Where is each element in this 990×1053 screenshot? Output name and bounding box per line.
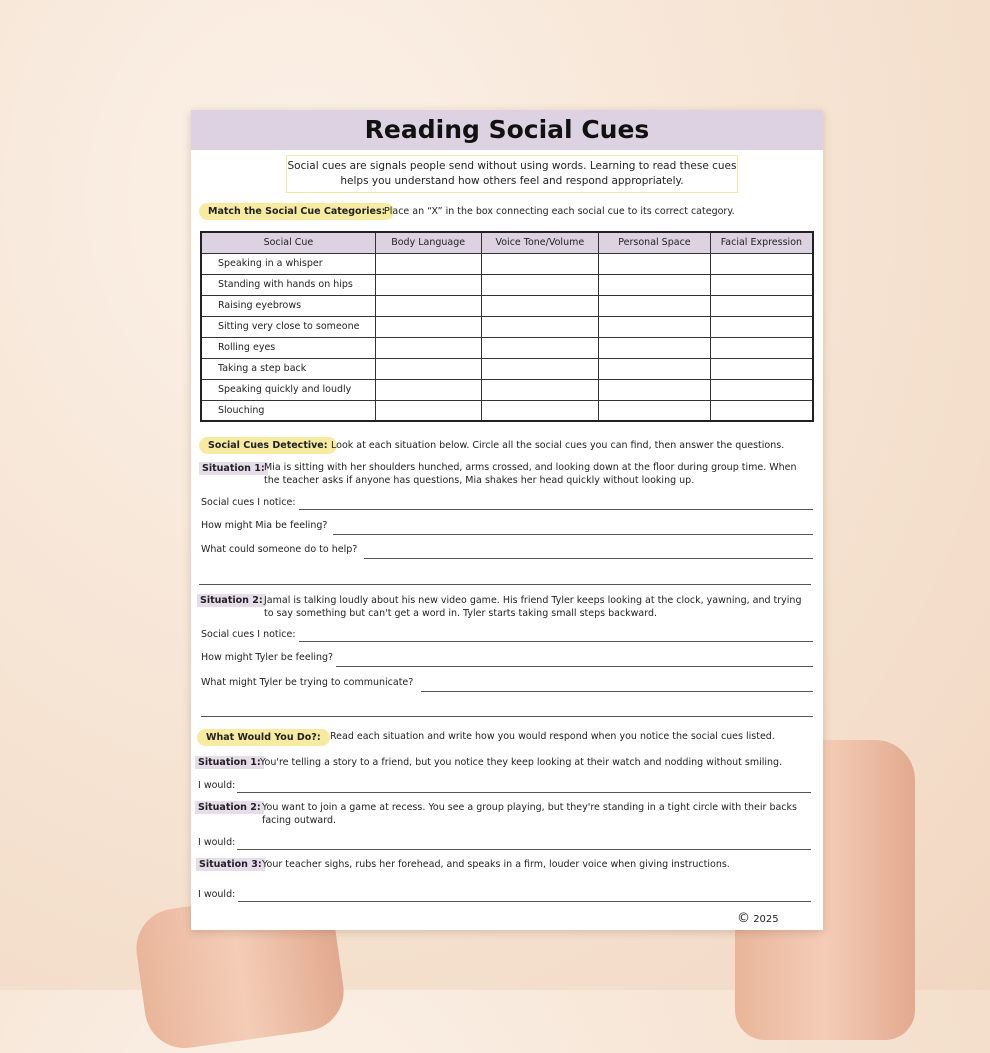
header-cell: Social Cue — [201, 232, 375, 253]
answer-box[interactable] — [599, 253, 711, 274]
wwyd-instruction: Read each situation and write how you would respond when you notice the social cues listed. — [330, 731, 775, 742]
question-label: What could someone do to help? — [201, 544, 358, 555]
table-row — [201, 358, 813, 379]
answer-box[interactable] — [481, 253, 599, 274]
answer-box[interactable] — [710, 337, 813, 358]
header-cell: Voice Tone/Volume — [481, 232, 599, 253]
match-instruction: Place an “X” in the box connecting each social cue to its correct category. — [384, 206, 735, 217]
situation-label: Situation 1: — [199, 462, 268, 475]
table-row — [201, 400, 813, 421]
social-cue-cell: Rolling eyes — [201, 337, 375, 358]
question-label: What might Tyler be trying to communicate? — [201, 677, 414, 688]
answer-box[interactable] — [375, 316, 481, 337]
answer-line[interactable] — [199, 584, 811, 585]
answer-box[interactable] — [481, 358, 599, 379]
situation-label: Situation 3: — [196, 858, 265, 871]
header-cell: Body Language — [375, 232, 481, 253]
wwyd-section-label: What Would You Do?: — [197, 729, 330, 746]
answer-box[interactable] — [375, 400, 481, 421]
table-row — [201, 253, 813, 274]
table-row — [201, 295, 813, 316]
situation-text: Mia is sitting with her shoulders hunched, arms crossed, and looking down at the floor during group time. When the teacher asks if anyone has questions, Mia shakes her head quickly without looking up. — [264, 462, 797, 486]
answer-box[interactable] — [375, 253, 481, 274]
match-section-label: Match the Social Cue Categories: — [199, 203, 394, 220]
answer-line[interactable] — [201, 716, 813, 717]
copyright — [737, 911, 779, 926]
situation-text: You want to join a game at recess. You see a group playing, but they're standing in a tight circle with their backs facing outward. — [262, 802, 797, 826]
answer-box[interactable] — [599, 379, 711, 400]
question-label: Social cues I notice: — [201, 497, 296, 508]
social-cue-cell: Sitting very close to someone — [201, 316, 375, 337]
question-label: How might Tyler be feeling? — [201, 652, 334, 663]
social-cue-cell: Taking a step back — [201, 358, 375, 379]
answer-line[interactable] — [299, 509, 813, 510]
situation-text: Your teacher sighs, rubs her forehead, and speaks in a firm, louder voice when giving instructions. — [262, 859, 730, 870]
answer-line[interactable] — [237, 849, 811, 850]
copyright-year: 2025 — [753, 914, 779, 925]
answer-box[interactable] — [710, 379, 813, 400]
answer-box[interactable] — [481, 295, 599, 316]
answer-box[interactable] — [375, 358, 481, 379]
table-row — [201, 379, 813, 400]
situation-label: Situation 2: — [197, 594, 266, 607]
match-table — [200, 231, 814, 422]
answer-line[interactable] — [364, 558, 813, 559]
situation-text: You're telling a story to a friend, but you notice they keep looking at their watch and nodding without smiling. — [260, 757, 783, 768]
question-label: Social cues I notice: — [201, 629, 296, 640]
worksheet — [191, 110, 823, 930]
answer-line[interactable] — [238, 901, 811, 902]
answer-line[interactable] — [299, 641, 813, 642]
page-title: Reading Social Cues — [191, 110, 823, 150]
i-would-label: I would: — [198, 837, 236, 848]
detective-instruction: Look at each situation below. Circle all the social cues you can find, then answer the questions. — [331, 440, 785, 451]
answer-box[interactable] — [599, 316, 711, 337]
header-cell: Facial Expression — [710, 232, 813, 253]
answer-box[interactable] — [599, 337, 711, 358]
answer-box[interactable] — [481, 316, 599, 337]
answer-line[interactable] — [336, 666, 813, 667]
i-would-label: I would: — [198, 889, 236, 900]
answer-box[interactable] — [375, 295, 481, 316]
answer-box[interactable] — [599, 295, 711, 316]
table-header — [201, 232, 813, 253]
header-cell: Personal Space — [599, 232, 711, 253]
table-row — [201, 274, 813, 295]
answer-line[interactable] — [421, 691, 813, 692]
answer-box[interactable] — [481, 400, 599, 421]
answer-box[interactable] — [599, 358, 711, 379]
social-cue-cell: Speaking quickly and loudly — [201, 379, 375, 400]
answer-box[interactable] — [375, 379, 481, 400]
situation-label: Situation 2: — [195, 801, 264, 814]
detective-section-label: Social Cues Detective: — [199, 437, 337, 454]
answer-box[interactable] — [710, 274, 813, 295]
answer-box[interactable] — [710, 295, 813, 316]
table-row — [201, 316, 813, 337]
answer-box[interactable] — [710, 253, 813, 274]
answer-box[interactable] — [375, 337, 481, 358]
question-label: How might Mia be feeling? — [201, 520, 328, 531]
answer-line[interactable] — [237, 792, 811, 793]
answer-box[interactable] — [710, 400, 813, 421]
copyright-icon: © — [737, 911, 750, 926]
intro-box: Social cues are signals people send without using words. Learning to read these cues helps you understand how others feel and respond appropriately. — [286, 155, 738, 193]
answer-box[interactable] — [599, 274, 711, 295]
answer-box[interactable] — [710, 316, 813, 337]
answer-box[interactable] — [599, 400, 711, 421]
social-cue-cell: Speaking in a whisper — [201, 253, 375, 274]
table-row — [201, 337, 813, 358]
answer-box[interactable] — [481, 337, 599, 358]
social-cue-cell: Slouching — [201, 400, 375, 421]
answer-box[interactable] — [481, 379, 599, 400]
social-cue-cell: Raising eyebrows — [201, 295, 375, 316]
situation-label: Situation 1: — [195, 756, 264, 769]
answer-box[interactable] — [375, 274, 481, 295]
answer-line[interactable] — [333, 534, 813, 535]
answer-box[interactable] — [481, 274, 599, 295]
answer-box[interactable] — [710, 358, 813, 379]
situation-text: Jamal is talking loudly about his new video game. His friend Tyler keeps looking at the clock, yawning, and trying to say something but can't get a word in. Tyler starts taking small steps backward. — [264, 595, 802, 619]
social-cue-cell: Standing with hands on hips — [201, 274, 375, 295]
i-would-label: I would: — [198, 780, 236, 791]
